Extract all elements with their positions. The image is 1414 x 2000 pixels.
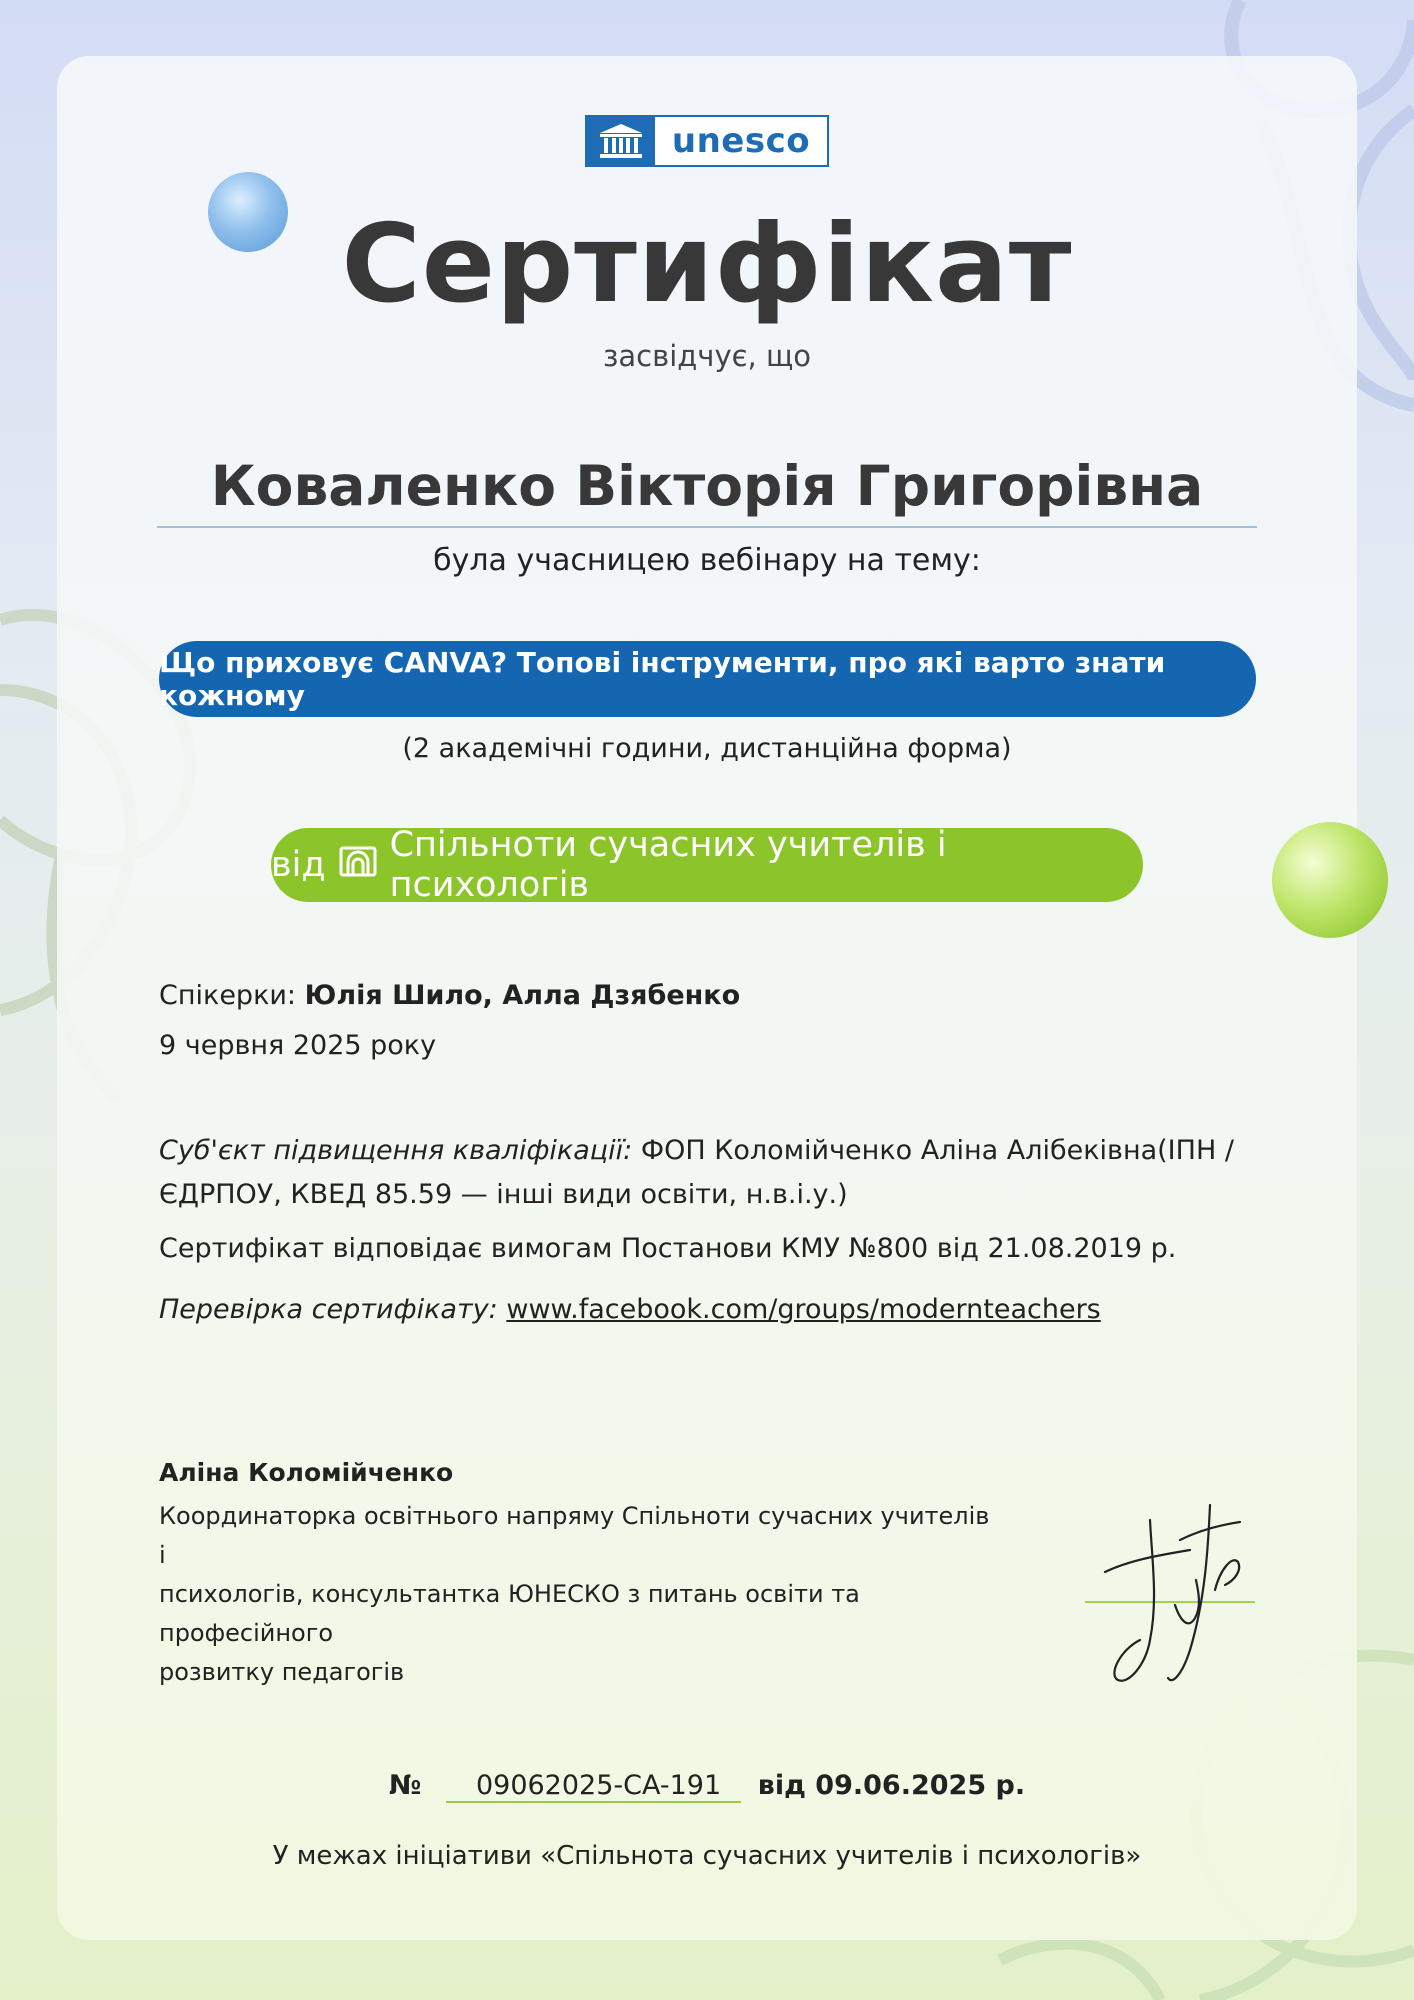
green-sphere-decoration bbox=[1270, 820, 1390, 940]
signer-role-line-2: психологів, консультантка ЮНЕСКО з питань освіти та професійного bbox=[159, 1580, 860, 1647]
organizer-banner bbox=[271, 825, 1143, 905]
signer-role-line-1: Координаторка освітнього напряму Спільноти сучасних учителів і bbox=[159, 1502, 990, 1569]
organizer-prefix: від bbox=[271, 845, 326, 885]
certificate-title: Сертифікат bbox=[341, 202, 1073, 327]
signer-name: Аліна Коломійченко bbox=[159, 1458, 454, 1487]
unesco-logo bbox=[585, 115, 829, 167]
academic-hours: (2 академічні години, дистанційна форма) bbox=[402, 733, 1012, 764]
speakers-line bbox=[159, 976, 1259, 1016]
number-prefix: № bbox=[388, 1770, 422, 1801]
recipient-name: Коваленко Вікторія Григорівна bbox=[210, 454, 1204, 518]
temple-emblem-icon bbox=[587, 117, 655, 165]
verification-link[interactable]: www.facebook.com/groups/modernteachers bbox=[506, 1294, 1101, 1325]
signer-role-line-3: розвитку педагогів bbox=[159, 1658, 405, 1686]
signer-role bbox=[159, 1497, 999, 1692]
subject-line-2: ЄДРПОУ, КВЕД 85.59 — інші види освіти, н.в.і.у.) bbox=[159, 1179, 848, 1210]
certificate-subtitle: засвідчує, що bbox=[602, 339, 812, 373]
participation-text: була учасницею вебінару на тему: bbox=[433, 543, 981, 578]
speakers-names: Юлія Шило, Алла Дзябенко bbox=[304, 980, 741, 1011]
certificate-number: 09062025-CA-191 bbox=[446, 1770, 741, 1803]
organizer-name: Спільноти сучасних учителів і психологів bbox=[389, 825, 947, 905]
speakers-label: Спікерки: bbox=[159, 980, 297, 1011]
unesco-wordmark: unesco bbox=[671, 121, 811, 161]
subject-block bbox=[159, 1129, 1259, 1217]
community-logo-icon bbox=[338, 843, 378, 888]
handwritten-signature-icon bbox=[1080, 1500, 1280, 1690]
initiative-footer: У межах ініціативи «Спільнота сучасних учителів і психологів» bbox=[272, 1841, 1142, 1871]
event-date: 9 червня 2025 року bbox=[159, 1030, 437, 1061]
certificate-issue-date: від 09.06.2025 р. bbox=[757, 1770, 1026, 1801]
webinar-topic-banner bbox=[159, 641, 1256, 717]
subject-label: Суб'єкт підвищення кваліфікації: bbox=[159, 1135, 633, 1166]
verification-label: Перевірка сертифікату: bbox=[159, 1294, 498, 1325]
name-underline bbox=[157, 526, 1257, 528]
verification-line bbox=[159, 1290, 1259, 1330]
webinar-topic: Що приховує CANVA? Топові інструменти, про які варто знати кожному bbox=[159, 646, 1166, 712]
compliance-text: Сертифікат відповідає вимогам Постанови КМУ №800 від 21.08.2019 р. bbox=[159, 1233, 1177, 1264]
subject-value: ФОП Коломійченко Аліна Алібеківна(ІПН / bbox=[640, 1135, 1234, 1166]
subject-line-1 bbox=[159, 1129, 1259, 1173]
certificate-number-line bbox=[0, 1770, 1414, 1803]
